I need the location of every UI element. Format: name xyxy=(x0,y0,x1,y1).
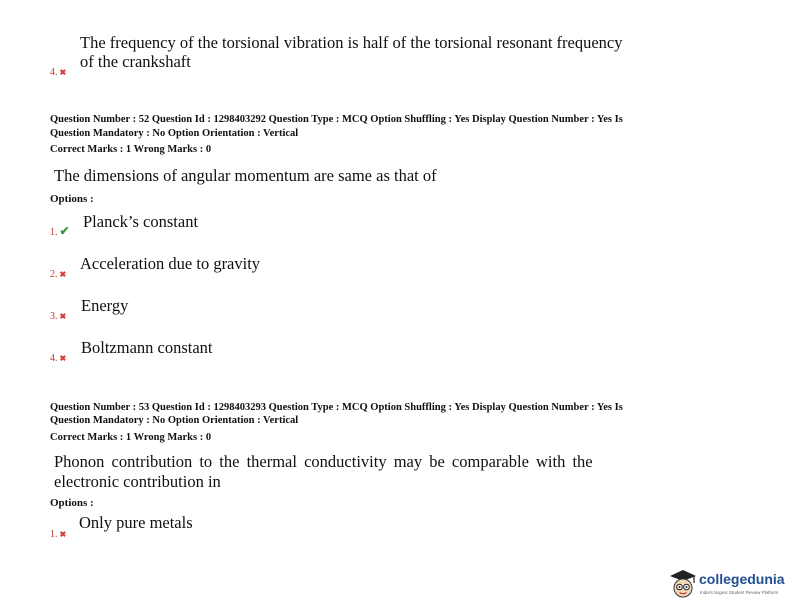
q52-option-4-text: Boltzmann constant xyxy=(81,338,213,357)
wrong-icon: ✖ xyxy=(59,530,67,539)
q53-option-1-text: Only pure metals xyxy=(79,513,193,532)
q53-meta-line1: Question Number : 53 Question Id : 1298403293 Question Type : MCQ Option Shuffling : Yes Display Question Number : Yes Is xyxy=(50,402,623,413)
q52-option-1-text: Planck’s constant xyxy=(83,212,199,231)
q53-question-line2: electronic contribution in xyxy=(54,472,221,491)
q52-meta-line2: Question Mandatory : No Option Orientation : Vertical xyxy=(50,128,299,139)
q52-marks: Correct Marks : 1 Wrong Marks : 0 xyxy=(50,144,212,155)
prev-option-4-marker xyxy=(50,62,66,80)
collegedunia-watermark xyxy=(668,568,788,604)
q53-marks: Correct Marks : 1 Wrong Marks : 0 xyxy=(50,432,212,443)
mascot-logo-icon xyxy=(668,568,698,600)
wrong-icon: ✖ xyxy=(59,68,67,77)
q53-option-1-marker xyxy=(50,524,66,542)
option-number: 1. xyxy=(50,529,58,540)
q52-option-1-marker xyxy=(50,222,70,240)
collegedunia-tagline: India's largest Student Review Platform xyxy=(700,590,779,595)
q52-option-2-text: Acceleration due to gravity xyxy=(80,254,261,273)
q52-question-text: The dimensions of angular momentum are same as that of xyxy=(54,166,437,185)
correct-check-icon: ✔ xyxy=(59,224,70,238)
option-number: 2. xyxy=(50,269,58,280)
q52-meta-line1: Question Number : 52 Question Id : 1298403292 Question Type : MCQ Option Shuffling : Yes Display Question Number : Yes Is xyxy=(50,114,623,125)
option-number: 3. xyxy=(50,311,58,322)
q52-options-label: Options : xyxy=(50,193,94,205)
q52-option-2-marker xyxy=(50,264,66,282)
option-number: 1. xyxy=(50,227,58,238)
wrong-icon: ✖ xyxy=(59,270,67,279)
option-number: 4. xyxy=(50,353,58,364)
wrong-icon: ✖ xyxy=(59,312,67,321)
q52-option-3-text: Energy xyxy=(81,296,129,315)
option-number: 4. xyxy=(50,67,58,78)
prev-option-4-line1: The frequency of the torsional vibration is half of the torsional resonant frequency xyxy=(80,33,623,52)
q53-options-label: Options : xyxy=(50,497,94,509)
q52-option-4-marker xyxy=(50,348,66,366)
collegedunia-brand-text: collegedunia xyxy=(699,571,785,587)
wrong-icon: ✖ xyxy=(59,354,67,363)
q53-question-line1: Phonon contribution to the thermal conductivity may be comparable with the xyxy=(54,452,593,471)
q53-meta-line2: Question Mandatory : No Option Orientation : Vertical xyxy=(50,415,299,426)
prev-option-4-line2: of the crankshaft xyxy=(80,52,191,71)
q52-option-3-marker xyxy=(50,306,66,324)
